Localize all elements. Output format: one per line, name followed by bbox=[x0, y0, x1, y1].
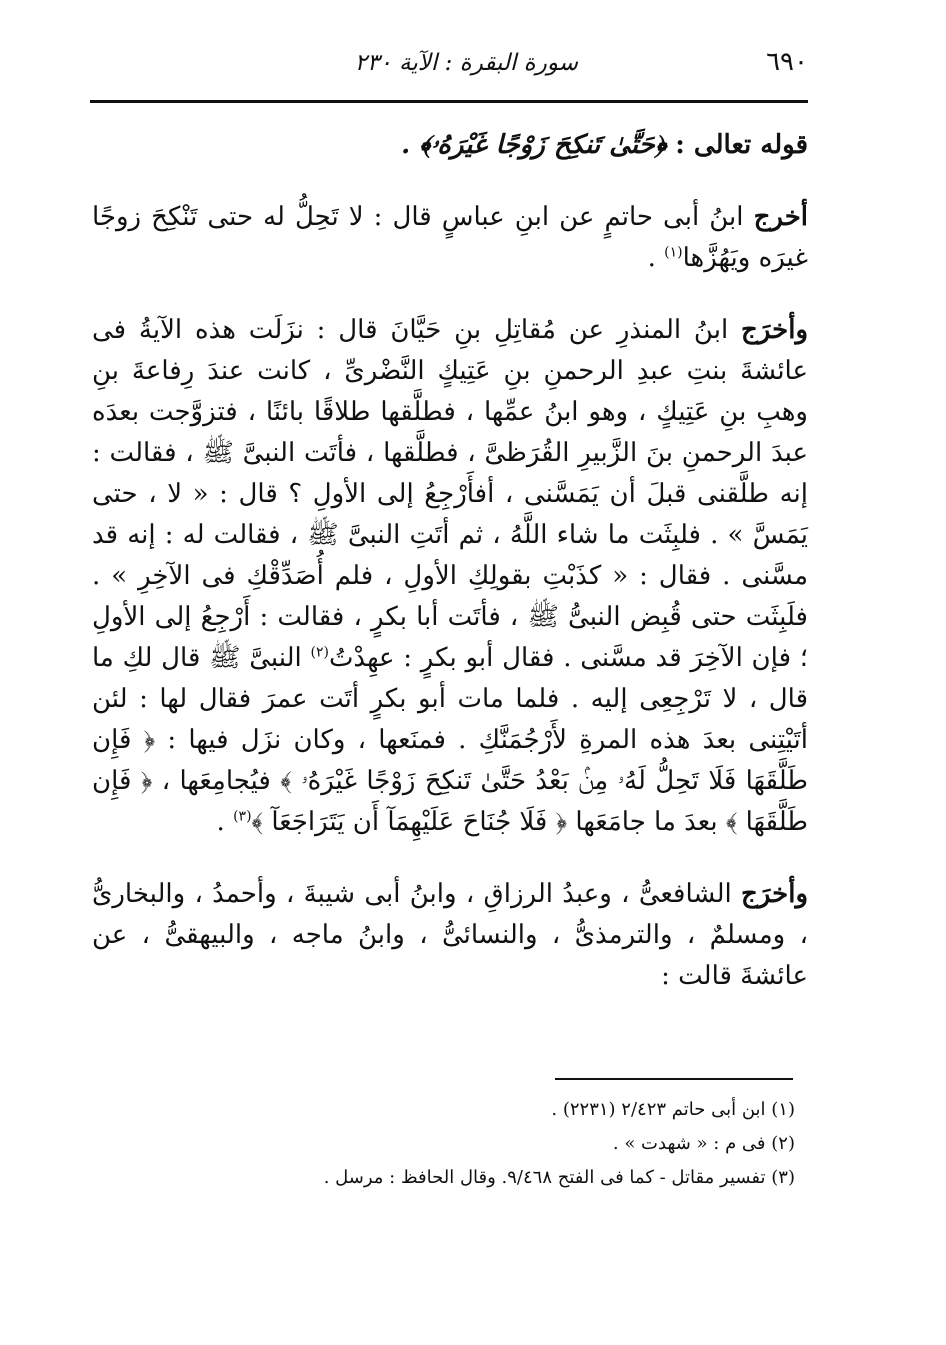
paragraph-text: ابنُ المنذرِ عن مُقاتِلِ بنِ حَيَّانَ قال : نزَلَت هذه الآيةُ فى عائشةَ بنتِ عبدِ الرحمنِ بنِ عَتِيكٍ النَّضْرىِّ ، كانت عندَ رِفاعةَ بنِ وهبِ بنِ عَتِيكٍ ، وهو ابنُ عمِّها ، فطلَّقها طلاقًا بائنًا ، فتزوَّجت بعدَه عبدَ الرحمنِ بنَ الزَّبيرِ القُرَظىَّ ، فطلَّقها ، فأتَت النبىَّ ﷺ ، فقالت : إنه طلَّقنى قبلَ أن يَمَسَّنى ، أفأَرْجِعُ إلى الأولِ ؟ قال : « لا ، حتى يَمَسَّ » . فلبِثَت ما شاء اللَّهُ ، ثم أتَتِ النبىَّ ﷺ ، فقالت له : إنه قد مسَّنى . فقال : « كذَبْتِ بقولِكِ الأولِ ، فلم أُصَدِّقْكِ فى الآخِرِ » . فلَبِثَت حتى قُبِض النبىُّ ﷺ ، فأتَت أبا بكرٍ ، فقالت : أَرْجِعُ إلى الأولِ ؛ فإن الآخِرَ قد مسَّنى . فقال أبو بكرٍ : عهِدْتُ bbox=[92, 315, 808, 673]
paragraph-text: ابنُ أبى حاتمٍ عن ابنِ عباسٍ قال : لا تَحِلُّ له حتى تَنْكِحَ زوجًا غيرَه ويَهُزَّها bbox=[92, 202, 808, 273]
heading-label: قوله تعالى : bbox=[675, 130, 808, 160]
verse-heading bbox=[92, 125, 808, 166]
paragraph-lead: وأخرَج bbox=[741, 879, 808, 909]
paragraph-text: الشافعىُّ ، وعبدُ الرزاقِ ، وابنُ أبى شيبةَ ، وأحمدُ ، والبخارىُّ ، ومسلمٌ ، والترمذىُّ ، والنسائىُّ ، وابنُ ماجه ، والبيهقىُّ ، عن عائشةَ قالت : bbox=[92, 879, 808, 991]
paragraph-tail: . bbox=[647, 243, 665, 273]
paragraph-lead: وأخرَج bbox=[741, 315, 808, 345]
paragraph-2 bbox=[92, 310, 808, 843]
footnote-ref: (٣) bbox=[233, 808, 252, 825]
footnotes bbox=[250, 1093, 795, 1195]
paragraph-text-continued: النبىَّ ﷺ قال لكِ ما قال ، لا تَرْجِعِى إليه . فلما مات أبو بكرٍ أتَت عمرَ فقال لها : لئن أتَيْتِنى بعدَ هذه المرةِ لأَرْجُمَنَّكِ . فمنَعها ، وكان نزَل فيها : ﴿ فَإِن طَلَّقَهَا فَلَا تَحِلُّ لَهُۥ مِنۢ بَعْدُ حَتَّىٰ تَنكِحَ زَوْجًا غَيْرَهُۥ ﴾ فيُجامِعَها ، ﴿ فَإِن طَلَّقَهَا ﴾ بعدَ ما جامَعَها ﴿ فَلَا جُنَاحَ عَلَيْهِمَآ أَن يَتَرَاجَعَآ ﴾ bbox=[92, 643, 809, 837]
paragraph-tail: . bbox=[216, 807, 234, 837]
page-header bbox=[90, 46, 808, 88]
footnote-divider bbox=[555, 1078, 793, 1080]
paragraph-lead: أخرج bbox=[753, 202, 808, 232]
footnote: (١) ابن أبى حاتم ٢/٤٢٣ (٢٢٣١) . bbox=[551, 1099, 795, 1120]
page-body bbox=[92, 125, 808, 1028]
running-title: سورة البقرة : الآية ٢٣٠ bbox=[354, 50, 578, 76]
footnote-ref: (١) bbox=[664, 244, 683, 261]
footnote: (٢) فى م : « شهدت » . bbox=[612, 1133, 795, 1154]
footnote: (٣) تفسير مقاتل - كما فى الفتح ٩/٤٦٨. وقال الحافظ : مرسل . bbox=[323, 1167, 795, 1188]
heading-verse: ﴿حَتَّىٰ تَنكِحَ زَوْجًا غَيْرَهُۥ﴾ . bbox=[401, 130, 667, 160]
page-number: ٦٩٠ bbox=[766, 47, 808, 77]
paragraph-3 bbox=[92, 874, 808, 997]
footnote-ref: (٢) bbox=[310, 644, 329, 661]
header-divider bbox=[90, 100, 808, 103]
paragraph-1 bbox=[92, 197, 808, 279]
